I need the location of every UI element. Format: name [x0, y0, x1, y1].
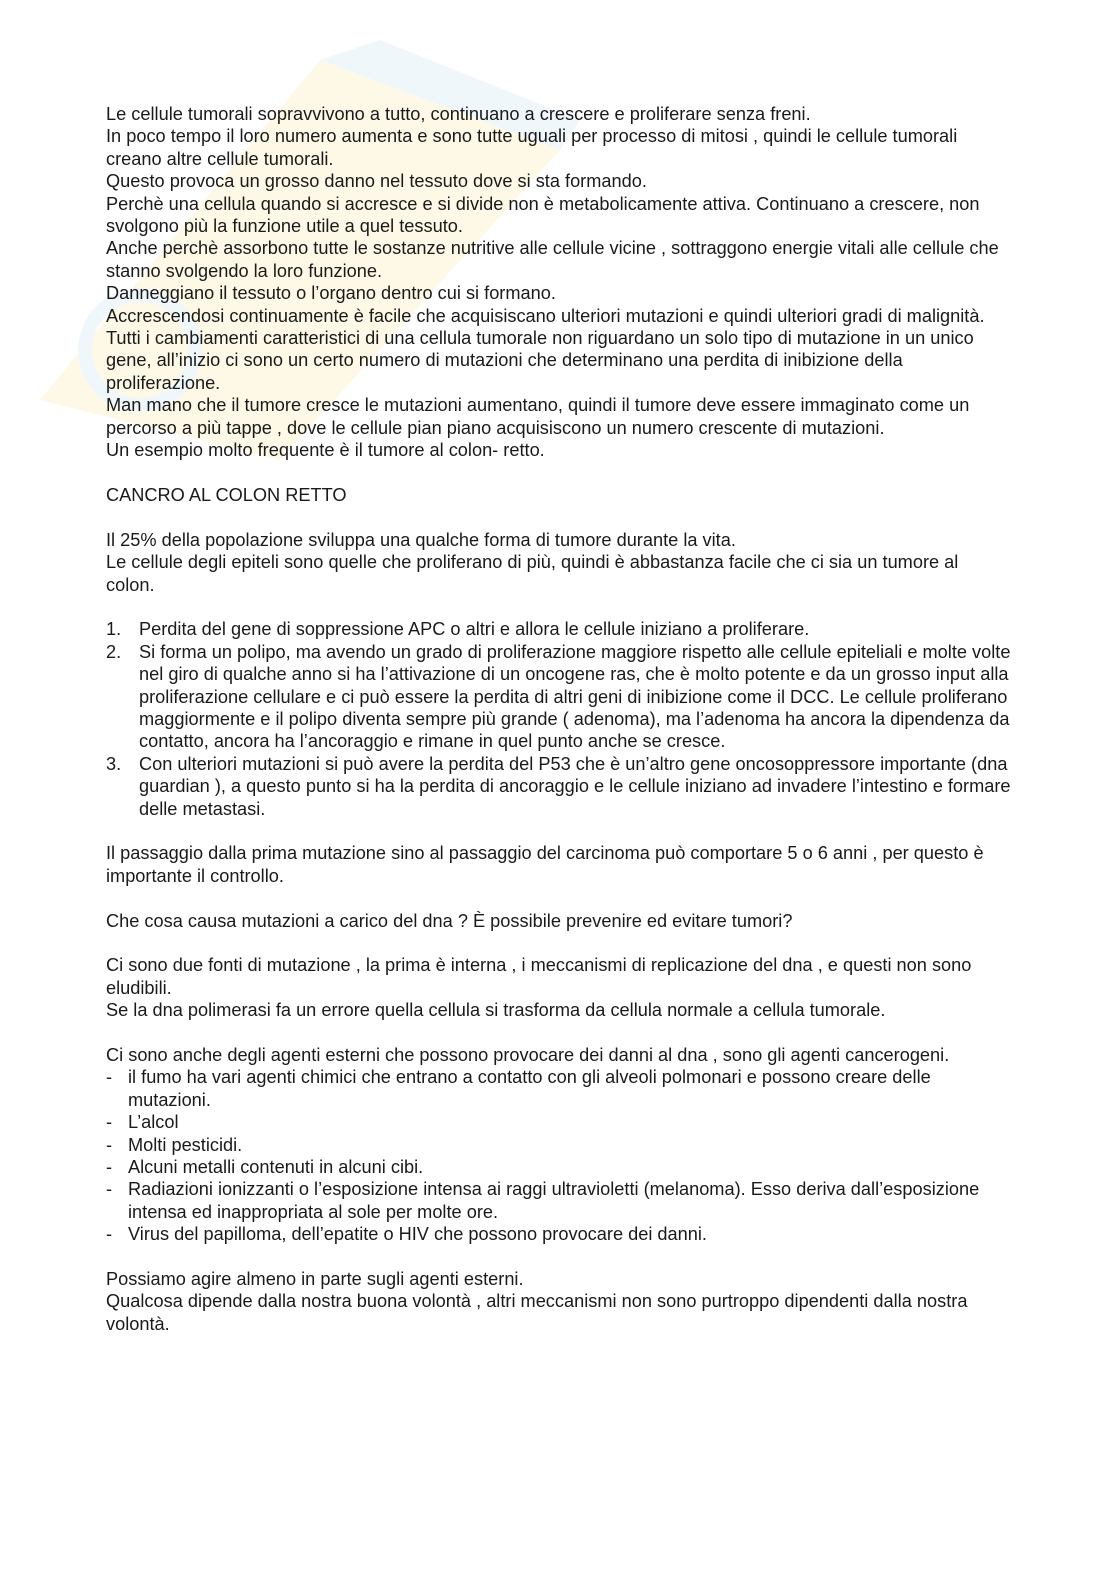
sources-paragraph: Se la dna polimerasi fa un errore quella cellula si trasforma da cellula normale a cellula tumorale.	[106, 1000, 886, 1021]
list-item	[106, 1111, 1011, 1133]
list-item-text: Radiazioni ionizzanti o l’esposizione intensa ai raggi ultravioletti (melanoma). Esso deriva dall’esposizione intensa ed inappropriata al sole per molte ore.	[128, 1179, 980, 1222]
list-item	[106, 618, 1011, 640]
list-marker: 2.	[106, 641, 122, 662]
intro-paragraph: Le cellule tumorali sopravvivono a tutto, continuano a crescere e proliferare senza freni.	[106, 104, 811, 124]
colon-intro-section	[106, 529, 1011, 596]
intro-paragraph: In poco tempo il loro numero aumenta e sono tutte uguali per processo di mitosi , quindi le cellule tumorali creano altre cellule tumorali.	[106, 126, 958, 169]
colon-intro-paragraph: Le cellule degli epiteli sono quelle che proliferano di più, quindi è abbastanza facile che ci sia un tumore al colon.	[106, 552, 959, 595]
list-marker: -	[106, 1156, 113, 1177]
intro-paragraph: Accrescendosi continuamente è facile che acquisiscano ulteriori mutazioni e quindi ulteriori gradi di malignità.	[106, 305, 985, 326]
intro-paragraph: Perchè una cellula quando si accresce e si divide non è metabolicamente attiva. Continuano a crescere, non svolgono più la funzione utile a quel tessuto.	[106, 193, 980, 237]
list-marker: -	[106, 1179, 113, 1200]
intro-paragraph: Tutti i cambiamenti caratteristici di una cellula tumorale non riguardano un solo tipo di mutazione in un unico gene, all’inizio ci sono un certo numero di mutazioni che determinano una perdita di inibizione della proliferazione.	[106, 328, 974, 393]
list-item	[106, 1223, 1011, 1245]
list-marker: -	[106, 1224, 113, 1245]
intro-paragraph: Questo provoca un grosso danno nel tessuto dove si sta formando.	[106, 171, 647, 192]
list-item-text: Perdita del gene di soppressione APC o altri e allora le cellule iniziano a proliferare.	[139, 619, 810, 640]
list-item-text: Con ulteriori mutazioni si può avere la perdita del P53 che è un’altro gene oncosoppressore importante (dna guardian ), a questo punto si ha la perdita di ancoraggio e le cellule iniziano ad invadere l’intestino e formare delle metastasi.	[139, 753, 1011, 819]
intro-paragraph: Anche perchè assorbono tutte le sostanze nutritive alle cellule vicine , sottraggono energie vitali alle cellule che stanno svolgendo la loro funzione.	[106, 238, 999, 281]
list-item-text: L’alcol	[128, 1112, 179, 1133]
intro-paragraph: Danneggiano il tessuto o l’organo dentro cui si formano.	[106, 283, 556, 304]
mutation-steps-list	[106, 618, 1011, 820]
intro-section	[106, 103, 1011, 462]
list-item	[106, 641, 1011, 753]
sources-paragraph: Ci sono due fonti di mutazione , la prima è interna , i meccanismi di replicazione del dna , e questi non sono eludibili.	[106, 955, 972, 998]
agents-list	[106, 1066, 1011, 1245]
passage-paragraph: Il passaggio dalla prima mutazione sino al passaggio del carcinoma può comportare 5 o 6 anni , per questo è importante il controllo.	[106, 843, 984, 886]
list-item	[106, 1156, 1011, 1178]
list-marker: 1.	[106, 619, 122, 640]
closing-paragraph: Possiamo agire almeno in parte sugli agenti esterni.	[106, 1269, 524, 1289]
list-marker: -	[106, 1134, 113, 1155]
question-paragraph: Che cosa causa mutazioni a carico del dna ? È possibile prevenire ed evitare tumori?	[106, 910, 793, 931]
list-item	[106, 753, 1011, 820]
section-title: CANCRO AL COLON RETTO	[106, 484, 347, 505]
list-item-text: Virus del papilloma, dell’epatite o HIV che possono provocare dei danni.	[128, 1224, 707, 1245]
list-item-text: Alcuni metalli contenuti in alcuni cibi.	[128, 1156, 424, 1177]
closing-section	[106, 1268, 1011, 1335]
external-agents-intro: Ci sono anche degli agenti esterni che possono provocare dei danni al dna , sono gli agenti cancerogeni.	[106, 1044, 950, 1065]
list-marker: -	[106, 1067, 113, 1088]
document-page	[106, 103, 1011, 1335]
list-item	[106, 1178, 1011, 1223]
list-item-text: Molti pesticidi.	[128, 1134, 243, 1155]
list-marker: -	[106, 1112, 113, 1133]
list-item-text: Si forma un polipo, ma avendo un grado di proliferazione maggiore rispetto alle cellule epiteliali e molte volte nel giro di qualche anno si ha l’attivazione di un oncogene ras, che è molto potente e da un grosso input alla proliferazione cellulare e ci può essere la perdita di altri geni di inibizione come il DCC. Le cellule proliferano maggiormente e il polipo diventa sempre più grande ( adenoma), ma l’adenoma ha ancora la dipendenza da contatto, ancora ha l’ancoraggio e rimane in quel punto anche se cresce.	[139, 641, 1011, 752]
sources-section	[106, 954, 1011, 1021]
closing-paragraph: Qualcosa dipende dalla nostra buona volontà , altri meccanismi non sono purtroppo dipendenti dalla nostra volontà.	[106, 1291, 968, 1334]
list-marker: 3.	[106, 753, 122, 774]
list-item	[106, 1066, 1011, 1111]
colon-intro-paragraph: Il 25% della popolazione sviluppa una qualche forma di tumore durante la vita.	[106, 529, 736, 550]
intro-paragraph: Un esempio molto frequente è il tumore al colon- retto.	[106, 440, 545, 461]
list-item-text: il fumo ha vari agenti chimici che entrano a contatto con gli alveoli polmonari e possono creare delle mutazioni.	[128, 1067, 931, 1110]
intro-paragraph: Man mano che il tumore cresce le mutazioni aumentano, quindi il tumore deve essere immaginato come un percorso a più tappe , dove le cellule pian piano acquisiscono un numero crescente di mutazioni.	[106, 395, 970, 438]
list-item	[106, 1134, 1011, 1156]
